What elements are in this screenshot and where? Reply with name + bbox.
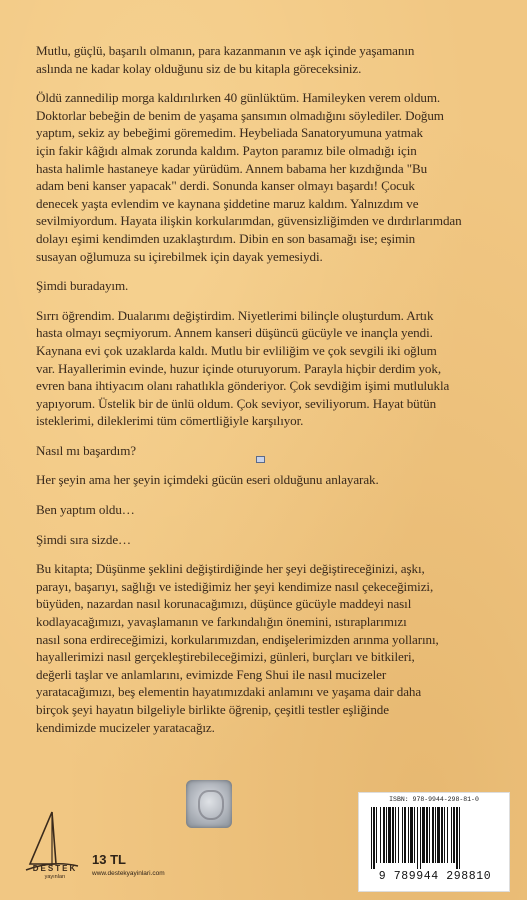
text-line: hayallerimizi nasıl gerçekleştirebileceğimizi, günleri, burçları ve bitkileri, [36,649,415,665]
text-line: Sırrı öğrendim. Dualarımı değiştirdim. Niyetlerimi bilinçle oluşturdum. Artık [36,307,434,323]
text-line: aslında ne kadar kolay olduğunu siz de bu kitapla göreceksiniz. [36,60,362,76]
text-line: kodlayacağımızı, yavaşlamanın ve farkındalığın önemini, ıstıraplarımızı [36,614,407,630]
text-line: Nasıl mı başardım? [36,442,137,458]
paragraph-your-turn [36,531,498,549]
publisher-sub: yayınları [44,874,66,880]
text-line: Her şeyin ama her şeyin içimdeki gücün eseri olduğunu anlayarak. [36,472,379,488]
text-line: yaptım, sekiz ay bebeğimi göremedim. Heybeliada Sanatoryumuna yatmak [36,125,423,141]
text-line: birçok şeyi hayatın bilgeliyle birlikte öğrenip, çeşitli testler eşliğinde [36,702,389,717]
text-line: susayan oğlumuza su içirebilmek için dayak yemesiydi. [36,248,323,264]
text-line: adam beni kanser yapacak" derdi. Sonunda kanser olmayı başardı! Çocuk [36,178,415,194]
publisher-website: www.destekyayinlari.com [92,870,165,877]
paragraph-now-here [36,277,498,295]
paragraph-i-did [36,501,498,519]
text-line: Doktorlar bebeğin de benim de yaşama şansımın olmadığını söylediler. Doğum [36,107,444,123]
paragraph-how [36,442,498,460]
text-line: kendimizde mucizeler yaratacağız. [36,719,215,735]
small-sticker-mark [256,456,265,463]
publisher-name: DESTEK [32,864,78,873]
text-line: nasıl sona erdireceğimizi, korkularımızdan, endişelerimizden arınma yollarını, [36,631,439,647]
text-line: büyüden, nazardan nasıl korunacağımızı, düşünce gücüyle maddeyi nasıl [36,596,412,612]
text-line: hasta halimle hastaneye kadar yürüdüm. Annem babama her kızdığında "Bu [36,160,428,176]
text-line: yapıyorum. Üstelik bir de ünlü oldum. Çok seviyor, seviliyorum. Hayat bütün [36,395,437,411]
paragraph-story [36,89,498,265]
text-line: denecek yaşta evlendim ve kaynana şiddetine maruz kaldım. Yalnızdım ve [36,195,419,211]
price-label: 13 TL [92,852,126,867]
paragraph-in-this-book [36,560,498,736]
barcode-icon [369,807,499,869]
back-cover-text [36,42,498,748]
text-line: hasta olmayı seçmiyorum. Annem kanseri düşüncü gücüyle ve inançla yendi. [36,325,433,341]
isbn-label: ISBN: 978-9944-298-81-0 [389,796,479,803]
text-line: isteklerimi, dileklerimi tüm cömertliğiyle karşılıyor. [36,413,304,429]
text-line: yaratacağımızı, beş elementin hayatımızdaki anlamını ve yaşama dair daha [36,684,422,700]
text-line: Şimdi sıra sizde… [36,531,132,547]
text-line: değerli taşlar ve anlamlarını, evimizde Feng Shui ile nasıl mucizeler [36,666,387,682]
text-line: Öldü zannedilip morga kaldırılırken 40 günlüktüm. Hamileyken verem oldum. [36,90,441,106]
text-line: Kaynana evi çok uzaklarda kaldı. Mutlu bir evliliğim ve çok sevgili iki oğlum [36,342,437,358]
paragraph-intro [36,42,498,77]
text-line: için fakir kâğıdı almak zorunda kaldım. Payton paramız bile olmadığı için [36,142,417,158]
text-line: dolayı eşimi kendimden uzaklaştırdım. Dibin en son basamağı ise; eşimin [36,230,416,246]
text-line: Mutlu, güçlü, başarılı olmanın, para kazanmanın ve aşk içinde yaşamanın [36,43,415,58]
isbn-barcode-box [358,792,510,892]
text-line: var. Hayallerimin evinde, huzur içinde oturuyorum. Parayla hiçbir derdim yok, [36,360,441,376]
paragraph-power [36,471,498,489]
text-line: sevilmiyordum. Hayata ilişkin korkularımdan, güvensizliğimden ve dırdırlarımdan [36,213,462,229]
barcode-digits: 9 789944 298810 [378,870,492,883]
paragraph-secret [36,307,498,430]
hologram-seal [186,780,232,828]
text-line: Şimdi buradayım. [36,278,129,294]
text-line: parayı, başarıyı, sağlığı ve istediğimiz her şeyi kendimize nasıl çekeceğimizi, [36,578,434,594]
text-line: Bu kitapta; Düşünme şeklini değiştirdiğinde her şeyi değiştireceğinizi, aşkı, [36,561,425,577]
text-line: Ben yaptım oldu… [36,502,135,518]
text-line: evren bana ihtiyacım olanı rahatlıkla gönderiyor. Çok sevdiğim işimi mutlulukla [36,378,450,394]
